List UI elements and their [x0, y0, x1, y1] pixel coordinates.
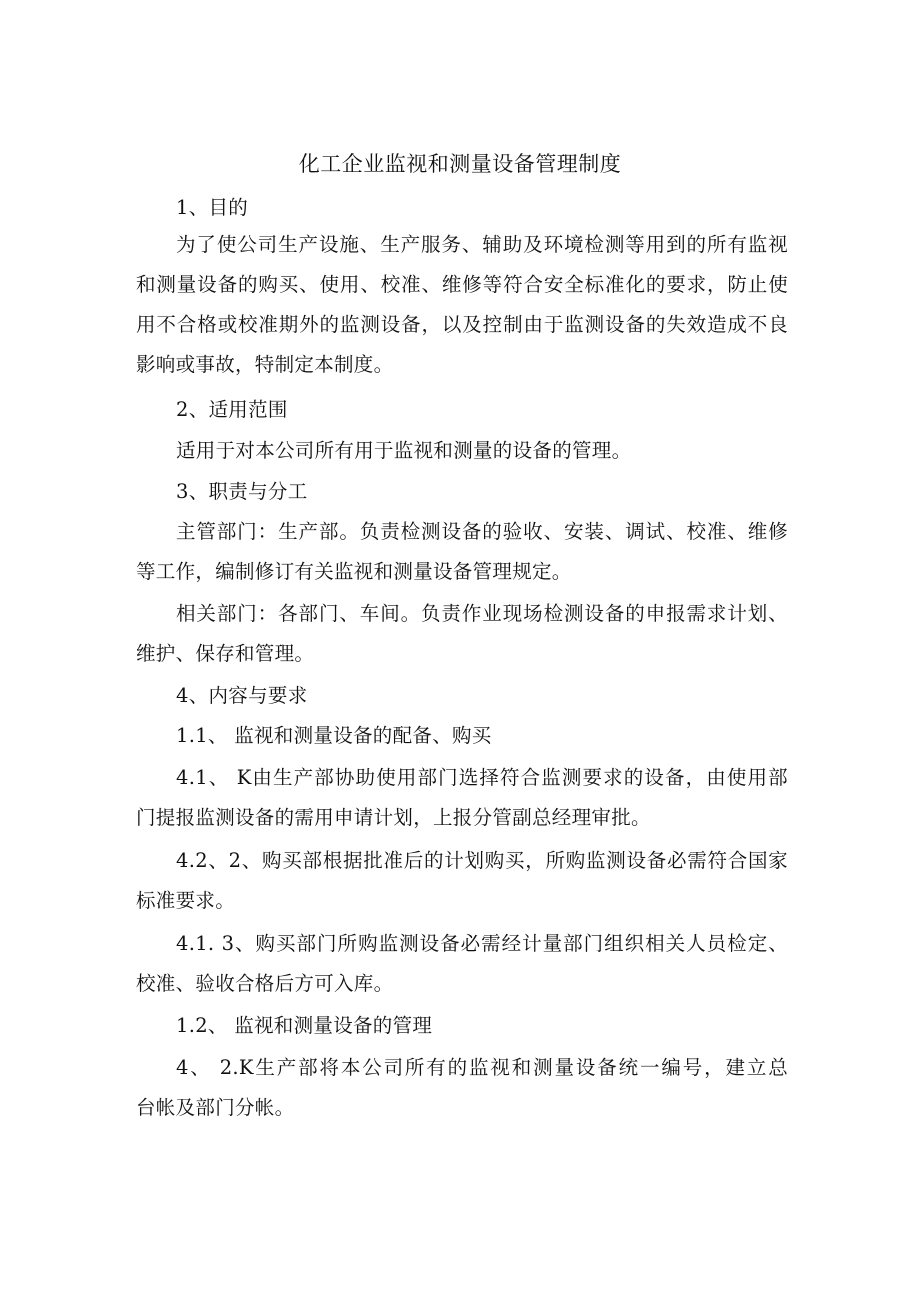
paragraph-line: 用不合格或校准期外的监测设备，以及控制由于监测设备的失效造成不良: [136, 313, 788, 336]
section-2-paragraph: [136, 431, 788, 471]
paragraph-line: 4、 2.K生产部将本公司所有的监视和测量设备统一编号，建立总: [176, 1056, 788, 1079]
clause-4-2-1: [136, 1048, 788, 1128]
paragraph-line: 影响或事故，特制定本制度。: [136, 353, 394, 376]
subsection-heading-text: 1.2、 监视和测量设备的管理: [176, 1014, 433, 1037]
section-heading-text: 3、职责与分工: [176, 480, 308, 503]
document-title: 化工企业监视和测量设备管理制度: [298, 152, 622, 176]
paragraph-line: 标准要求。: [136, 889, 236, 912]
section-2-heading: [136, 390, 788, 430]
paragraph-line: 等工作，编制修订有关监视和测量设备管理规定。: [136, 560, 572, 583]
paragraph-line: 4.1. 3、购买部门所购监测设备必需经计量部门组织相关人员检定、: [176, 932, 788, 955]
section-heading-text: 4、内容与要求: [176, 684, 308, 707]
paragraph-line: 门提报监测设备的需用申请计划，上报分管副总经理审批。: [136, 806, 651, 829]
paragraph-line: 和测量设备的购买、使用、校准、维修等符合安全标准化的要求，防止使: [136, 273, 788, 296]
subsection-heading-text: 1.1、 监视和测量设备的配备、购买: [176, 724, 492, 747]
clause-4-1-1: [136, 758, 788, 838]
paragraph-line: 为了使公司生产设施、生产服务、辅助及环境检测等用到的所有监视: [176, 233, 788, 256]
section-3-heading: [136, 472, 788, 512]
clause-4-1-2: [136, 841, 788, 921]
section-4-heading: [136, 676, 788, 716]
paragraph-line: 维护、保存和管理。: [136, 642, 315, 665]
section-heading-text: 2、适用范围: [176, 398, 288, 421]
paragraph-line: 4.1、 K由生产部协助使用部门选择符合监测要求的设备，由使用部: [176, 766, 788, 789]
section-1-paragraph: [136, 225, 788, 385]
section-4-2-heading: [136, 1006, 788, 1046]
paragraph-line: 4.2、2、购买部根据批准后的计划购买，所购监测设备必需符合国家: [176, 849, 788, 872]
paragraph-line: 适用于对本公司所有用于监视和测量的设备的管理。: [176, 439, 632, 462]
section-4-1-heading: [136, 716, 788, 756]
clause-4-1-3: [136, 924, 788, 1004]
paragraph-line: 台帐及部门分帐。: [136, 1096, 295, 1119]
section-3-main-dept: [136, 512, 788, 592]
section-heading-text: 1、目的: [176, 196, 249, 219]
section-3-related-dept: [136, 594, 788, 674]
section-1-heading: [136, 188, 788, 228]
paragraph-line: 主管部门：生产部。负责检测设备的验收、安装、调试、校准、维修: [176, 520, 788, 543]
paragraph-line: 相关部门：各部门、车间。负责作业现场检测设备的申报需求计划、: [176, 602, 788, 625]
paragraph-line: 校准、验收合格后方可入库。: [136, 972, 394, 995]
